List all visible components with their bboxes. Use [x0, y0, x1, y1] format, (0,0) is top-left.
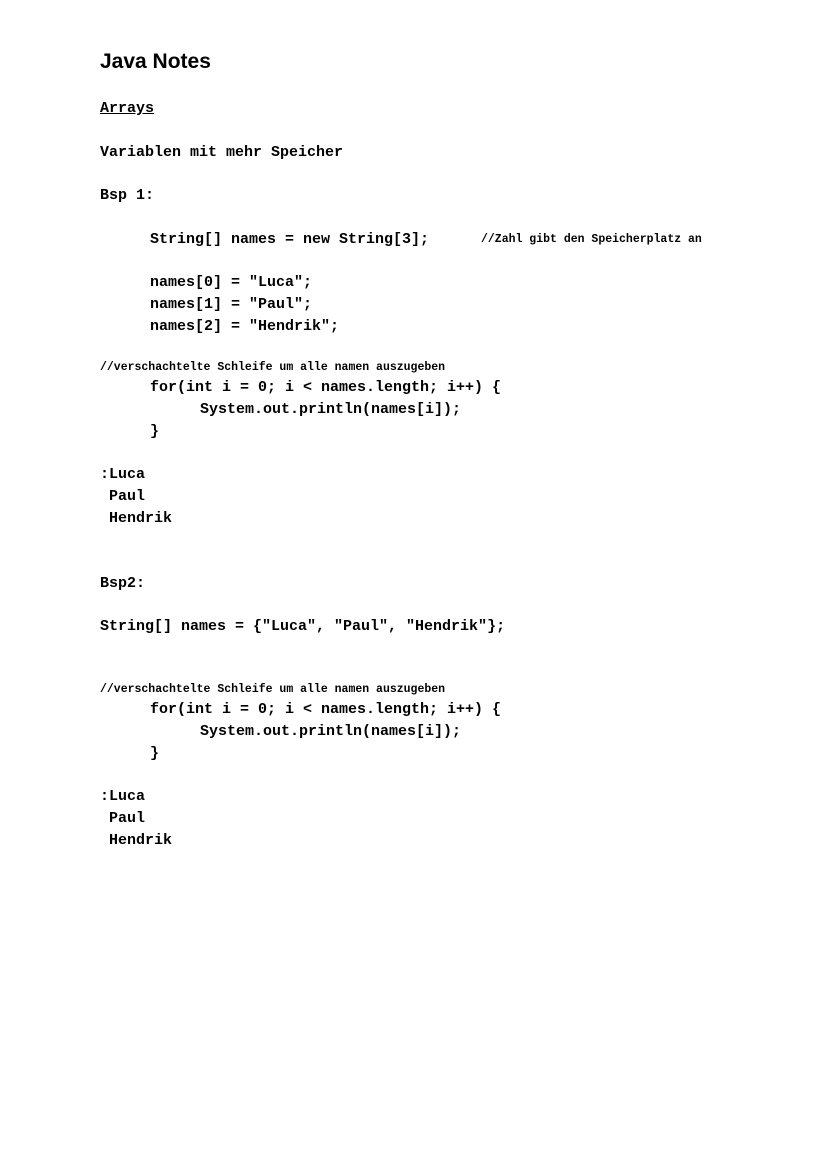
example2-loop-line-2: } — [150, 745, 160, 762]
example2-loop-line-1: System.out.println(names[i]); — [200, 723, 462, 740]
example2-loop-line-0: for(int i = 0; i < names.length; i++) { — [150, 701, 502, 718]
example1-declaration-comment: //Zahl gibt den Speicherplatz an — [481, 233, 702, 246]
section-description: Variablen mit mehr Speicher — [100, 144, 344, 161]
example1-output-line-2: Hendrik — [100, 510, 173, 527]
example1-declaration: String[] names = new String[3]; — [150, 231, 430, 248]
example2-output-line-1: Paul — [100, 810, 146, 827]
example2-declaration: String[] names = {"Luca", "Paul", "Hendrik"}; — [100, 618, 506, 635]
example1-output-line-1: Paul — [100, 488, 146, 505]
example1-loop-line-2: } — [150, 423, 160, 440]
section-heading-arrays: Arrays — [100, 100, 155, 117]
example1-assignment-1: names[1] = "Paul"; — [150, 296, 313, 313]
example1-loop-comment: //verschachtelte Schleife um alle namen auszugeben — [100, 361, 446, 374]
example2-output-line-2: Hendrik — [100, 832, 173, 849]
example1-loop-line-1: System.out.println(names[i]); — [200, 401, 462, 418]
example1-output-line-0: :Luca — [100, 466, 146, 483]
example2-label: Bsp2: — [100, 575, 146, 592]
page-title: Java Notes — [100, 50, 211, 73]
example1-label: Bsp 1: — [100, 187, 155, 204]
example2-loop-comment: //verschachtelte Schleife um alle namen auszugeben — [100, 683, 446, 696]
example1-assignment-0: names[0] = "Luca"; — [150, 274, 313, 291]
example1-loop-line-0: for(int i = 0; i < names.length; i++) { — [150, 379, 502, 396]
example2-output-line-0: :Luca — [100, 788, 146, 805]
example1-assignment-2: names[2] = "Hendrik"; — [150, 318, 340, 335]
